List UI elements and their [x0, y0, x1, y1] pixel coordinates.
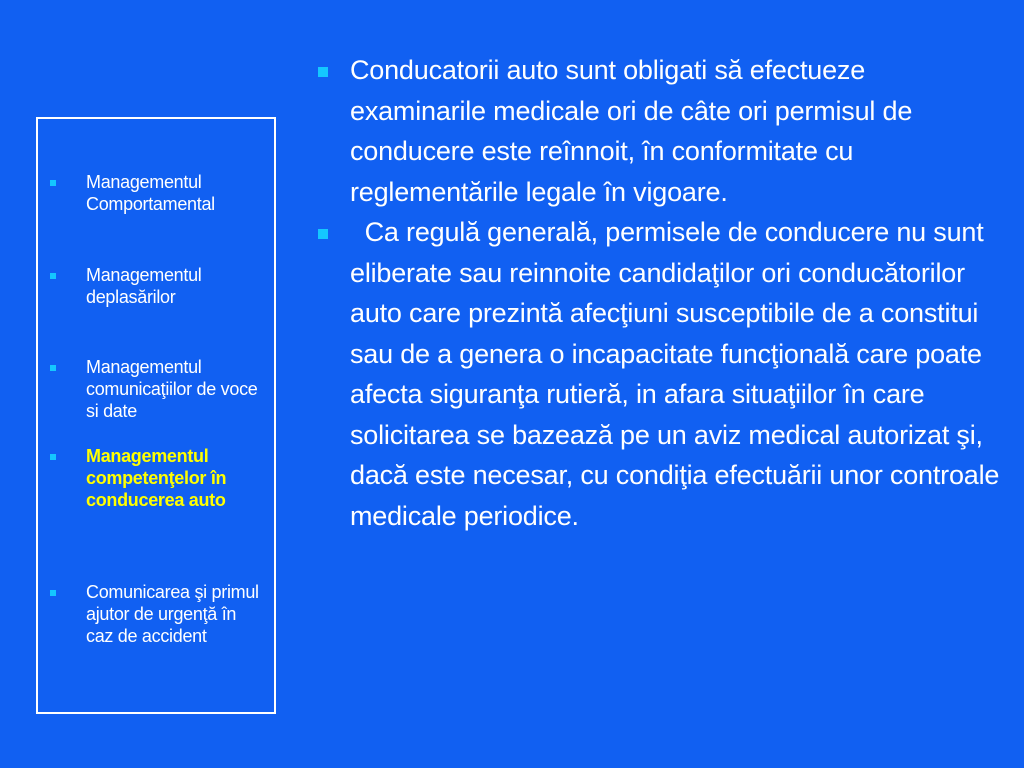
- bullet-icon: [50, 273, 56, 279]
- paragraph-text: Ca regulă generală, permisele de conducere nu sunt eliberate sau reinnoite candidaţilor ori conducătorilor auto care prezintă afecţiuni susceptibile de a constitui sau de a genera o incapacitate funcţională care poate afecta siguranţa rutieră, in afara situaţiilor în care solicitarea se bazează pe un aviz medical autorizat şi, dacă este necesar, cu condiţia efectuării unor controale medicale periodice.: [350, 217, 1007, 531]
- bullet-icon: [50, 180, 56, 186]
- bullet-icon: [318, 67, 328, 77]
- bullet-icon: [318, 229, 328, 239]
- topic-label: Managementul comunicaţiilor de voce si date: [86, 357, 258, 421]
- bullet-icon: [50, 365, 56, 371]
- topic-label: Managementul Comportamental: [86, 172, 215, 214]
- paragraph-text: Conducatorii auto sunt obligati să efectueze examinarile medicale ori de câte ori permisul de conducere este reînnoit, în conformitate cu reglementările legale în vigoare.: [350, 55, 920, 207]
- main-content: [308, 50, 1008, 536]
- topic-label-active: Managementul competenţelor în conducerea auto: [86, 446, 227, 510]
- topic-label: Managementul deplasărilor: [86, 265, 202, 307]
- topics-box: [36, 117, 276, 714]
- paragraph-regula-generala: [308, 212, 1008, 536]
- bullet-icon: [50, 454, 56, 460]
- paragraph-examinari: [308, 50, 1008, 212]
- bullet-icon: [50, 590, 56, 596]
- topic-label: Comunicarea şi primul ajutor de urgenţă în caz de accident: [86, 582, 259, 646]
